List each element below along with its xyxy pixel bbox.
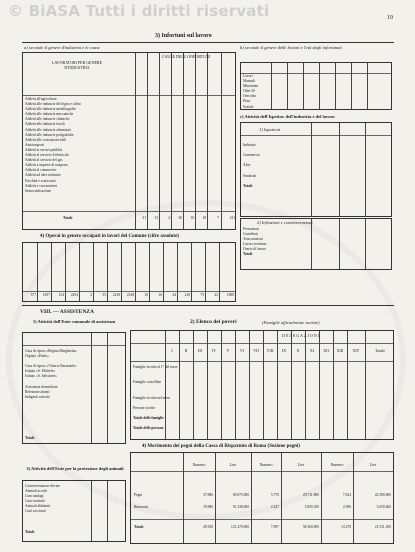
accident-causes-table: LAVORATORI PER GENERE D'INDUSTRIA CAUSE DEGLI INFORTUNI Addetti all'agricoltura Addetti alle industrie del legno e affini Addetti alle industrie metallurgiche Addetti alle industrie meccaniche Addetti alle industrie chimiche Addetti alle industrie tessili Addetti alle industrie alimentari Addetti alle industrie poligrafiche Addetti alle costruzioni edili Autotrasporti Addetti ai servizi pubblici Addetti al servizio d'elettricità Addetti al servizio del gas Addetti a imprese di trasporto Addetti al commercio Addetti ad altre industrie Facchini e scaricatori Addetti a vari mestieri Senza indicazione Totale 31 13 2 30 10 18 7 211 <box>22 52 236 230</box>
assistance-table: Casa di riposo «Regina Margherita» Ospizio «Paolo» Casa di riposo «Vittorio Emanuele» Istituto «S. Michele» Istituto «S. Salvatore» Assistenza domiciliare Refezione alunni Indigenti assistiti Totale <box>22 332 126 444</box>
section-2-title: 2) Elenco dei poveri <box>190 319 237 325</box>
total-row: Totale <box>63 216 73 220</box>
watermark: © BiASA Tutti i diritti riservati <box>8 2 270 20</box>
top-divider <box>22 42 394 43</box>
animals-table: Contravvenzioni elevate Animali accolti Cani randagi Cani restituiti Animali abbattuti Cani vaccinati Totale <box>22 480 126 542</box>
section-8-title: VIII. — ASSISTENZA <box>40 309 94 315</box>
section-2-subtitle: (Famiglie ufficialmente iscritte) <box>262 320 320 325</box>
page-number: 19 <box>387 15 393 21</box>
section-3c-title: c) Attività dell'Ispettor. dell'industria e del lavoro <box>240 114 335 119</box>
labour-header: LAVORATORI PER GENERE D'INDUSTRIA <box>51 60 103 70</box>
causes-header: CAUSE DEGLI INFORTUNI <box>161 54 211 59</box>
industry-rows: Addetti all'agricoltura Addetti alle industrie del legno e affini Addetti alle industrie metallurgiche Addetti alle industrie meccaniche Addetti alle industrie chimiche Addetti alle industrie tessili Addetti alle industrie alimentari Addetti alle industrie poligrafiche Addetti alle costruzioni edili Autotrasporti Addetti ai servizi pubblici Addetti al servizio d'elettricità Addetti al servizio del gas Addetti a imprese di trasporto Addetti al commercio Addetti ad altre industrie Facchini e scaricatori Addetti a vari mestieri Senza indicazione <box>25 97 81 193</box>
workers-table: 377 1057 154 2254 2 55 2218 2148 10 16 44 210 75 22 1088 <box>22 242 236 302</box>
section-4-title: 4) Operai in genere occupati in lavori del Comune (cifre assolute) <box>40 234 179 239</box>
inspections-table: 1) Ispezioni Industrie Commercio Altre Sindacati Totale <box>240 122 392 217</box>
injury-age-table: Lavori Manuali Minorenni Oltre 30 Orecchio Plast. Scatole <box>240 62 392 110</box>
section-3a-subtitle: a) secondo il genere d'industria e le cause <box>24 45 100 50</box>
section-8-3-title: 3) Attività dell'Ente per la protezione degli animali <box>26 466 124 471</box>
infractions-table: 2) Infrazioni e contravvenzioni Prestazioni Contributi Assicurazioni Lavoro notturno Orario di lavoro Totale <box>240 218 392 270</box>
section-8-1-title: 1) Attività dell'Ente comunale di assistenza <box>32 319 116 324</box>
section-3-title: 3) Infortuni sul lavoro <box>155 33 212 39</box>
pawn-movements-table: Numero Lire Numero Lire Numero Lire Pegni Rinnovati Totale 37.986 69.875.000 5.770 29.711.800 7.024 22.580.800 19.986 91.338.000 2.227 3.839.100 2.096 3.650.400 49.358 121.270.000 7.997 58.360.900 13.270 21.531.100 <box>130 452 394 544</box>
section-4b-title: 4) Movimento dei pegni della Cassa di Risparmio di Roma (Sezione pegni) <box>142 444 300 449</box>
poor-families-table: DELEGAZIONI I II III IV V VI VII VIII IX X XI XII XIII XIV Totale Famiglie iscritte al 1° del mese Famiglie cancellate Famiglie iscritte nel mese Persone iscritte Totale delle famiglie Totale delle persone <box>130 330 394 440</box>
section-3b-subtitle: b) secondo il genere delle lesioni e l'età degli infortunati <box>240 45 342 50</box>
mid-divider <box>22 305 394 306</box>
